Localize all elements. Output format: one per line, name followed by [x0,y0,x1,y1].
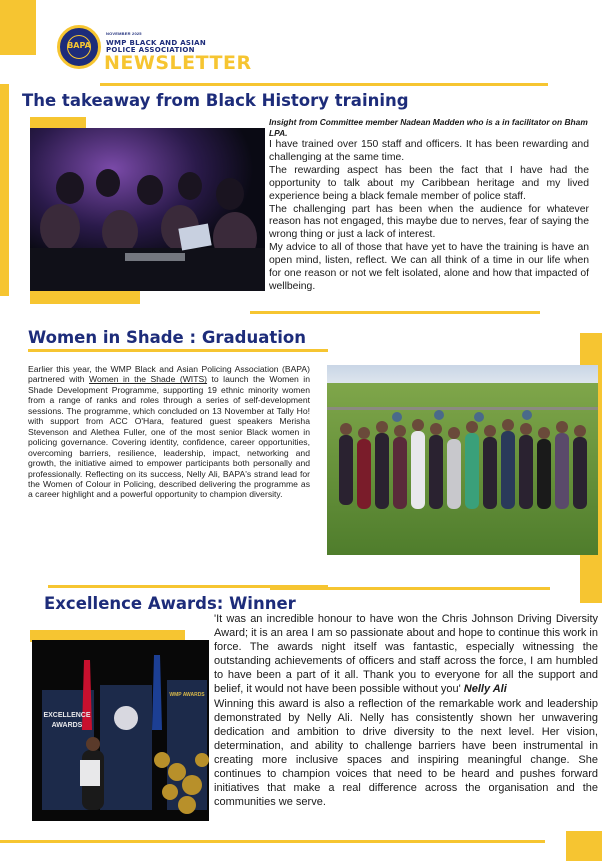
section-divider-4 [270,587,550,590]
logo-text: BAPA [67,41,91,50]
section2-text-start: Earlier this year, the WMP Black and Asian Policing Association (BAPA) partnered with [28,364,310,385]
graduation-group-photo [327,365,598,555]
side-accent-left [0,84,9,296]
photo-frame-accent-2 [30,291,140,304]
wits-link[interactable]: Women in the Shade (WITS) [89,374,208,385]
org-name-line1: WMP BLACK AND ASIAN [106,39,207,47]
audience-illustration [30,128,265,291]
training-audience-photo [30,128,265,291]
section3-quote [214,612,598,697]
quote-body: 'It was an incredible honour to have won the Chris Johnson Driving Diversity Award; it is an area I am so passionate about and hope to continue this work in force. The awards night itself was fantastic, especially witnessing the outstanding achievements of officers and staff across the force, I am humbled to have been a part of it all. Thank you to everyone for all the support and belief, it would not have been possible without you' [214,613,598,696]
banner-excellence: EXCELLENCE [43,712,91,719]
corner-accent-top-left [0,0,36,55]
section1-paragraph-4: My advice to all of those that have yet to have the training is have an open mind, listen, reflect. We can all think of a time in our life when for one reason or not we felt isolated, alone and how that impacted of wellbeing. [269,242,589,292]
section1-paragraph-2: The rewarding aspect has been the fact that I have had the opportunity to talk about my Caribbean heritage and my lived experience being a black female member of police staff. [269,164,589,202]
awards-illustration [32,640,209,821]
bapa-logo [57,25,101,69]
awards-photo [32,640,209,821]
section-title-women-in-shade: Women in Shade : Graduation [28,328,306,347]
section-divider-1 [250,311,540,314]
banner-awards: AWARDS [51,722,83,729]
section2-text-end: to launch the Women in Shade Development Programme, supporting 19 ethnic minority women from a range of ranks and roles through a series of self-development sessions. The programme, which concluded on 13 November at Tally Ho! with support from ACC O'Hara, featured guest speakers Merisha Stevenson and Alethea Fuller, one of the most senior Black women in policing governance. Covering identity, confidence, career opportunities, overcoming barriers, resilience, leadership, impact, networking and growth, the initiative aimed to empower participants both personally and professionally. Reflecting on its success, Nelly Ali, BAPA's strand lead for the Women of Colour in Policing, described delivering the programme as a career highlight and a powerful opportunity to champion diversity. [28,374,310,500]
section1-text [269,117,589,294]
header-divider [100,83,548,86]
section2-paragraph [28,364,310,500]
section1-intro: Insight from Committee member Nadean Madden who is a in facilitator on Bham LPA. [269,117,588,138]
org-name-line2: POLICE ASSOCIATION [106,46,195,54]
corner-accent-bottom-right [566,831,602,861]
section1-paragraph-1: I have trained over 150 staff and officers. It has been rewarding and challenging at the same time. [269,139,589,163]
section-title-excellence-awards: Excellence Awards: Winner [44,594,296,613]
quote-author: Nelly Ali [463,683,507,696]
section3-text [214,612,598,809]
footer-divider [0,840,545,843]
section1-paragraph-3: The challenging part has been when the audience for whatever reason has not engaged, this maybe due to nerves, fear of saying the wrong thing or just a lack of interest. [269,203,589,241]
group-photo-illustration [327,365,598,555]
newsletter-title: NEWSLETTER [104,52,252,74]
section-divider-2 [28,349,328,352]
issue-date: NOVEMBER 2025 [106,31,142,36]
banner-right: WMP AWARDS [169,692,205,698]
section-title-black-history: The takeaway from Black History training [22,91,409,110]
section3-paragraph: Winning this award is also a reflection of the remarkable work and leadership demonstrated by Nelly Ali. Nelly has consistently shown her unwavering dedication and ambition to drive diversity to the next level. Her vision, determination, and ability to challenge barriers have been instrumental in creating more inclusive spaces and inspiring meaningful change. She continues to champion voices that need to be heard and pushes forward initiatives that make a real difference across the organisation and the communities we serve. [214,697,598,809]
